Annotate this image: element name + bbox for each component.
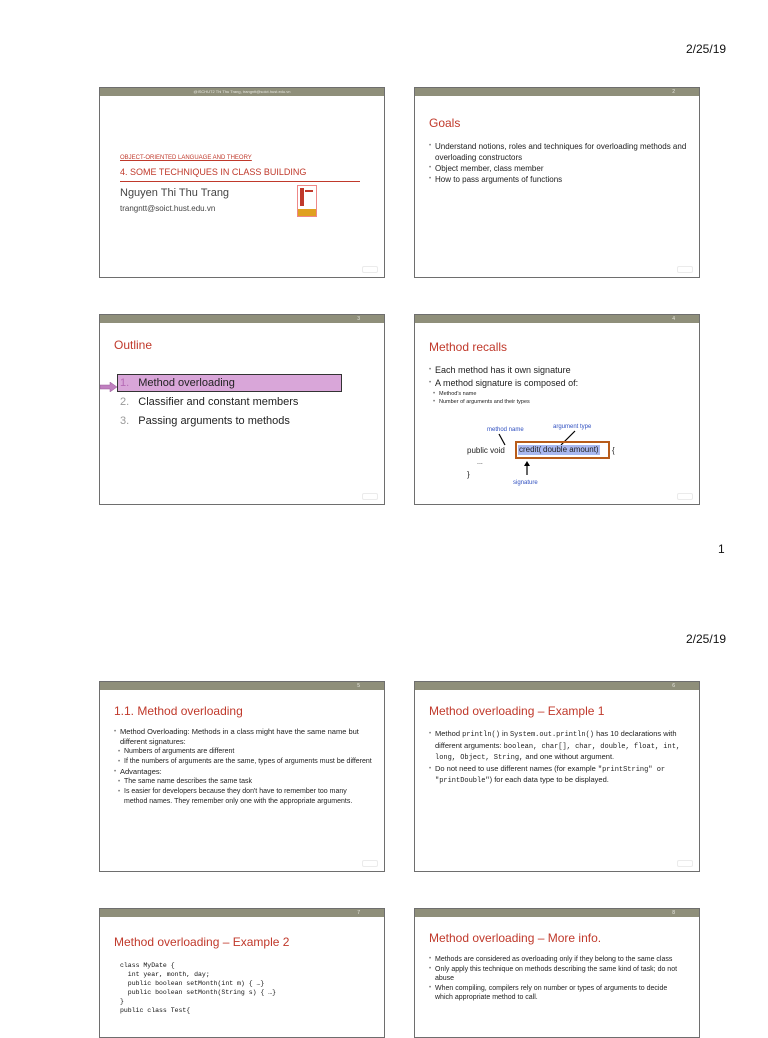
label-argument-type: argument type xyxy=(553,424,592,430)
page-date: 2/25/19 xyxy=(686,42,727,56)
slide-title-text: Outline xyxy=(114,338,153,352)
page-date: 2/25/19 xyxy=(686,632,727,646)
slide-corner-mark xyxy=(362,860,378,867)
list-item: • Numbers of arguments are different xyxy=(114,747,372,757)
slide-title-text: 1.1. Method overloading xyxy=(114,704,243,718)
list-item: • Method's name xyxy=(429,390,687,398)
list-item: • Understand notions, roles and techniques for overloading methods and overloading constructors xyxy=(429,141,687,163)
outline-item-number: 1. xyxy=(120,377,130,389)
outline-item-label: Passing arguments to methods xyxy=(138,415,290,427)
slide-header-bar xyxy=(100,909,384,917)
slide-number: 7 xyxy=(357,910,360,916)
slide-header-bar xyxy=(100,88,384,96)
slide-corner-mark xyxy=(677,266,693,273)
slide-title-text: Method recalls xyxy=(429,340,508,354)
author-name: Nguyen Thi Thu Trang xyxy=(120,187,230,199)
slide-number: 5 xyxy=(357,683,360,689)
slide-number: 3 xyxy=(357,316,360,322)
code-argument: double amount) xyxy=(543,445,599,454)
slide-corner-mark xyxy=(362,493,378,500)
list-item: • Do not need to use different names (for example "printString" or "printDouble") for each data type to be displayed. xyxy=(429,764,687,787)
list-item: • Methods are considered as overloading only if they belong to the same class xyxy=(429,955,687,965)
list-item: • The same name describes the same task xyxy=(114,777,372,787)
slide-header-text: @ISCHUT2 Thi Thu Trang, trangntt@soict.hust.edu.vn xyxy=(193,89,291,94)
list-item: • Method println() in System.out.println() has 10 declarations with different arguments: boolean, char[], char, double, float, int, long, Object, String, and one without argument. xyxy=(429,729,687,764)
slide-goals xyxy=(414,87,700,278)
annotation-arrows xyxy=(415,315,700,505)
slide-title-text: Goals xyxy=(429,116,461,130)
slide-number: 8 xyxy=(672,910,675,916)
slide-header-bar xyxy=(415,88,699,96)
code-brace: { xyxy=(612,446,615,455)
list-item: • How to pass arguments of functions xyxy=(429,174,687,185)
slide-method-recalls xyxy=(414,314,700,505)
slide-number: 2 xyxy=(672,89,675,95)
slide-corner-mark xyxy=(677,860,693,867)
slide-example-2 xyxy=(99,908,385,1038)
list-item: • Each method has it own signature xyxy=(429,364,687,377)
title-rule xyxy=(120,181,360,182)
outline-arrow-icon xyxy=(100,379,118,389)
label-method-name: method name xyxy=(487,427,524,433)
list-item: • A method signature is composed of: xyxy=(429,377,687,390)
label-signature: signature xyxy=(513,480,538,486)
slide-number: 6 xyxy=(672,683,675,689)
code-prefix: public void xyxy=(467,446,505,455)
outline-item xyxy=(120,415,290,427)
slide-number: 4 xyxy=(672,316,675,322)
slide-corner-mark xyxy=(362,266,378,273)
list-item: • When compiling, compilers rely on number or types of arguments to decide which appropriate method to call. xyxy=(429,984,687,1003)
slide-example-1 xyxy=(414,681,700,872)
outline-item-label: Method overloading xyxy=(138,377,235,389)
list-item: • Only apply this technique on methods describing the same kind of task; do not abuse xyxy=(429,965,687,984)
slide-title-text: 4. SOME TECHNIQUES IN CLASS BUILDING xyxy=(120,167,307,177)
outline-item-number: 2. xyxy=(120,396,130,408)
list-item: • Is easier for developers because they don't have to remember too many method names. They remember only one with the appropriate arguments. xyxy=(114,787,372,807)
list-item: • Number of arguments and their types xyxy=(429,398,687,406)
code-dots: ... xyxy=(477,459,483,466)
slide-header-bar xyxy=(100,315,384,323)
page-number: 1 xyxy=(718,542,725,556)
outline-item-number: 3. xyxy=(120,415,130,427)
slide-outline xyxy=(99,314,385,505)
slide-title-text: Method overloading – Example 1 xyxy=(429,704,605,718)
bullet-list xyxy=(429,141,687,185)
list-item: • Object member, class member xyxy=(429,163,687,174)
bullet-list xyxy=(114,727,372,807)
slide-header-bar xyxy=(100,682,384,690)
slide-more-info xyxy=(414,908,700,1038)
outline-item xyxy=(120,377,235,389)
code-close: } xyxy=(467,470,470,479)
course-name: OBJECT-ORIENTED LANGUAGE AND THEORY xyxy=(120,155,252,161)
code-method-name: credit( xyxy=(519,445,542,454)
list-item: • Advantages: xyxy=(114,767,372,777)
slide-method-overloading xyxy=(99,681,385,872)
slide-header-bar xyxy=(415,682,699,690)
list-item: • Method Overloading: Methods in a class might have the same name but different signatures: xyxy=(114,727,372,747)
slide-title-text: Method overloading – Example 2 xyxy=(114,935,290,949)
outline-item-label: Classifier and constant members xyxy=(138,396,299,408)
slide-corner-mark xyxy=(677,493,693,500)
slide-title-text: Method overloading – More info. xyxy=(429,931,602,945)
slide-title xyxy=(99,87,385,278)
university-logo xyxy=(297,185,317,217)
bullet-list xyxy=(429,955,687,1003)
outline-item xyxy=(120,396,298,408)
slide-header-bar xyxy=(415,909,699,917)
code-block: class MyDate { int year, month, day; public boolean setMonth(int m) { …} public boolean setMonth(String s) { …} } public class Test{ xyxy=(120,962,277,1014)
list-item: • If the numbers of arguments are the same, types of arguments must be different xyxy=(114,757,372,767)
bullet-list xyxy=(429,729,687,787)
author-email: trangntt@soict.hust.edu.vn xyxy=(120,204,216,213)
